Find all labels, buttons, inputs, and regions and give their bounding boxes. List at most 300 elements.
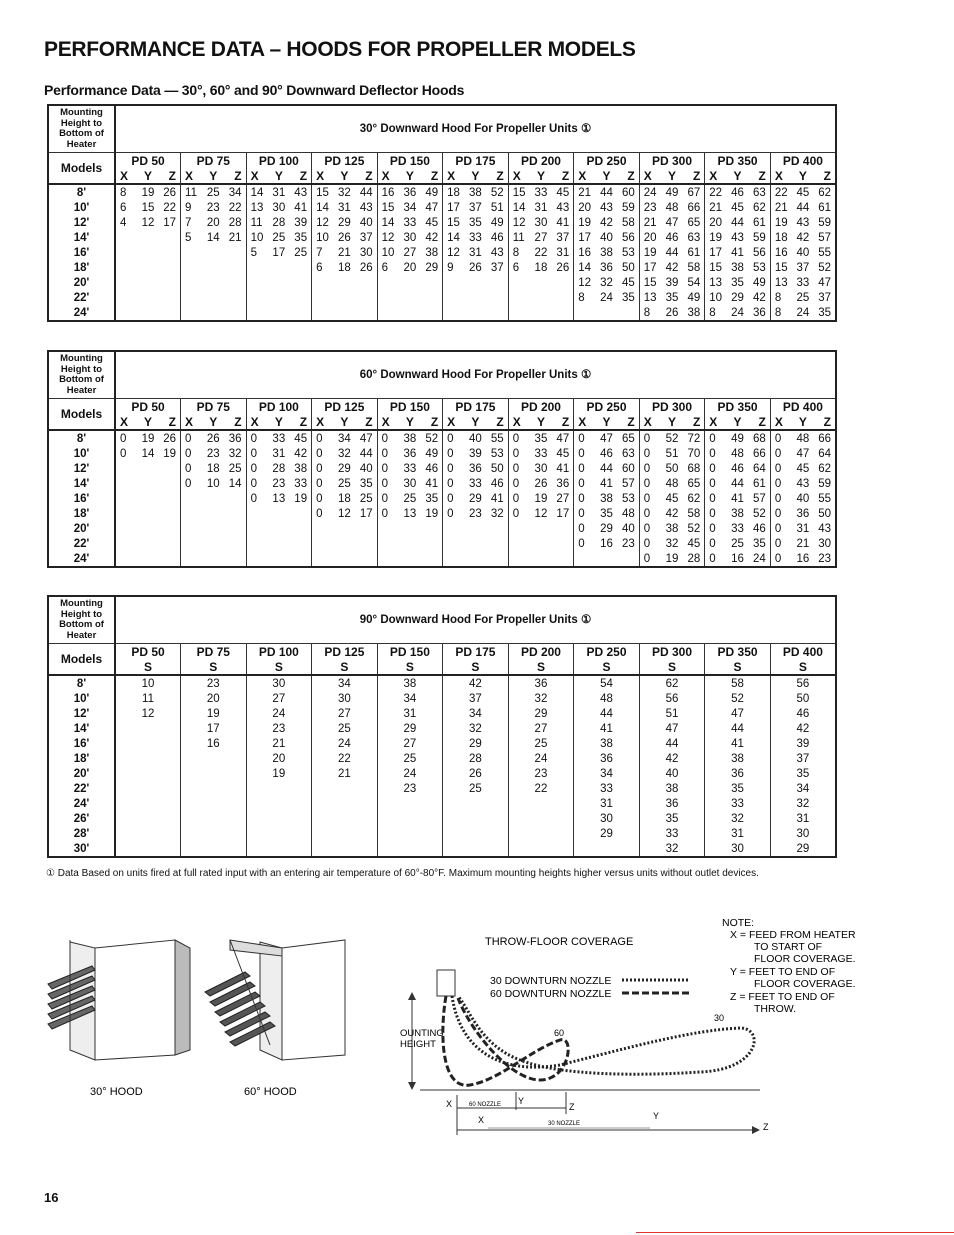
cell-value: 46	[731, 462, 744, 475]
data-cell	[246, 551, 312, 567]
cell-value: 10	[709, 291, 723, 304]
data-cell: 33	[705, 796, 771, 811]
unit-label: Y	[405, 414, 414, 429]
cell-value: 9	[185, 201, 192, 214]
model-header: PD 175	[443, 399, 509, 415]
unit-label: Z	[692, 168, 701, 183]
cell-value: 38	[294, 462, 308, 475]
unit-header	[705, 168, 771, 184]
model-header: PD 250	[574, 153, 640, 169]
cell-value: 45	[665, 492, 679, 505]
cell-value: 46	[425, 462, 439, 475]
cell-value: 0	[578, 522, 585, 535]
hood-30-label: 30° HOOD	[90, 1086, 143, 1098]
data-cell: 31	[574, 796, 640, 811]
cell-value: 51	[665, 447, 679, 460]
cell-value: 20	[643, 231, 657, 244]
cell-value: 23	[469, 507, 482, 520]
unit-header	[312, 414, 378, 430]
data-cell: 27	[377, 736, 443, 751]
data-cell: 26	[443, 766, 509, 781]
data-cell	[443, 536, 509, 551]
cell-value: 6	[512, 261, 520, 274]
data-cell	[181, 781, 247, 796]
cell-value: 38	[731, 507, 744, 520]
cell-value: 14	[512, 201, 526, 214]
data-cell	[508, 430, 574, 446]
cell-value: 15	[774, 261, 788, 274]
cell-value: 20	[206, 216, 220, 229]
cell-value: 0	[578, 462, 585, 475]
data-cell: 38	[639, 781, 705, 796]
mounting-height-value: 8'	[48, 430, 115, 446]
cell-value: 31	[337, 201, 351, 214]
unit-label: Y	[274, 168, 283, 183]
data-cell	[181, 245, 247, 260]
dim-y-30: Y	[653, 1111, 660, 1121]
data-cell	[443, 305, 509, 321]
cell-value: 0	[316, 432, 323, 445]
cell-value: 33	[534, 447, 548, 460]
cell-value: 5	[250, 246, 257, 259]
cell-value: 0	[709, 522, 716, 535]
model-header: PD 350	[705, 153, 771, 169]
cell-value: 65	[621, 432, 635, 445]
model-header: PD 300	[639, 644, 705, 660]
data-cell	[115, 290, 181, 305]
model-header: PD 250	[574, 399, 640, 415]
unit-label: Y	[340, 168, 349, 183]
unit-label: Z	[823, 168, 832, 183]
cell-value: 37	[359, 231, 373, 244]
cell-value: 61	[753, 477, 766, 490]
data-cell	[770, 290, 836, 305]
data-cell	[312, 491, 378, 506]
data-cell	[115, 305, 181, 321]
data-cell	[770, 245, 836, 260]
data-cell	[705, 184, 771, 200]
cell-value: 0	[643, 507, 651, 520]
data-cell: 24	[377, 766, 443, 781]
data-cell	[639, 230, 705, 245]
data-cell	[508, 275, 574, 290]
data-cell	[705, 260, 771, 275]
data-cell: 38	[574, 736, 640, 751]
cell-value: 53	[621, 492, 635, 505]
data-cell	[181, 766, 247, 781]
unit-label: X	[447, 414, 456, 429]
cell-value: 35	[621, 291, 635, 304]
data-cell	[443, 275, 509, 290]
cell-value: 48	[731, 447, 744, 460]
model-header: PD 400	[770, 153, 836, 169]
cell-value: 47	[556, 432, 570, 445]
cell-value: 41	[556, 462, 570, 475]
cell-value: 37	[469, 201, 482, 214]
cell-value: 0	[316, 462, 323, 475]
unit-label: Y	[668, 414, 677, 429]
cell-value: 52	[490, 186, 504, 199]
model-header: PD 150	[377, 399, 443, 415]
cell-value: 0	[512, 447, 520, 460]
cell-value: 45	[796, 186, 810, 199]
unit-label: Z	[168, 168, 177, 183]
cell-value: 0	[316, 492, 323, 505]
cell-value: 0	[512, 492, 520, 505]
unit-label: Z	[496, 168, 504, 183]
data-cell	[574, 430, 640, 446]
data-cell	[181, 521, 247, 536]
data-cell: 29	[574, 826, 640, 841]
dim-x-30: X	[478, 1115, 485, 1125]
data-cell: 29	[377, 721, 443, 736]
table-row	[48, 796, 836, 811]
data-cell: 34	[312, 675, 378, 691]
models-header: Models	[48, 644, 115, 676]
cell-value: 53	[753, 261, 766, 274]
cell-value: 15	[643, 276, 657, 289]
data-cell	[115, 184, 181, 200]
cell-value: 12	[447, 246, 460, 259]
data-cell: 34	[377, 691, 443, 706]
model-header: PD 250	[574, 644, 640, 660]
unit-label: Z	[692, 414, 701, 429]
cell-value: 59	[621, 201, 635, 214]
data-cell	[115, 461, 181, 476]
table-row	[48, 826, 836, 841]
cell-value: 34	[337, 432, 351, 445]
cell-value: 0	[643, 462, 651, 475]
mounting-height-value: 22'	[48, 536, 115, 551]
cell-value: 33	[403, 216, 417, 229]
cell-value: 49	[425, 186, 439, 199]
data-cell	[770, 230, 836, 245]
data-cell	[115, 245, 181, 260]
unit-header	[508, 168, 574, 184]
cell-value: 38	[469, 186, 482, 199]
cell-value: 66	[687, 201, 701, 214]
note-title: NOTE:	[722, 917, 755, 929]
mounting-height-value: 8'	[48, 184, 115, 200]
mounting-height-value: 14'	[48, 476, 115, 491]
cell-value: 49	[753, 276, 766, 289]
unit-header	[246, 168, 312, 184]
data-cell	[705, 275, 771, 290]
unit-label: Z	[627, 168, 635, 183]
cell-value: 8	[578, 291, 585, 304]
table-row	[48, 290, 836, 305]
table-row	[48, 230, 836, 245]
cell-value: 12	[381, 231, 395, 244]
data-cell	[705, 476, 771, 491]
unit-header	[705, 414, 771, 430]
cell-value: 17	[163, 216, 177, 229]
data-cell: 29	[508, 706, 574, 721]
cell-value: 27	[403, 246, 417, 259]
table-row	[48, 781, 836, 796]
mounting-height-value: 16'	[48, 245, 115, 260]
table-row	[48, 521, 836, 536]
model-header: PD 200	[508, 399, 574, 415]
cell-value: 0	[381, 477, 389, 490]
table-title: 30° Downward Hood For Propeller Units ①	[115, 105, 836, 153]
data-cell	[312, 796, 378, 811]
cell-value: 23	[206, 201, 220, 214]
data-cell	[246, 245, 312, 260]
data-cell	[115, 721, 181, 736]
cell-value: 45	[687, 537, 701, 550]
cell-value: 0	[578, 447, 585, 460]
cell-value: 23	[818, 552, 832, 565]
cell-value: 62	[687, 492, 701, 505]
model-header: PD 125	[312, 153, 378, 169]
cell-value: 43	[359, 201, 373, 214]
cell-value: 26	[163, 186, 177, 199]
cell-value: 17	[359, 507, 373, 520]
unit-label: X	[250, 414, 259, 429]
table-row	[48, 245, 836, 260]
cell-value: 47	[796, 447, 810, 460]
cell-value: 19	[774, 216, 788, 229]
unit-label: X	[512, 168, 521, 183]
data-cell	[705, 461, 771, 476]
cell-value: 0	[643, 447, 651, 460]
cell-value: 14	[578, 261, 592, 274]
cell-value: 42	[665, 261, 679, 274]
data-cell	[181, 491, 247, 506]
cell-value: 15	[316, 186, 329, 199]
data-cell	[115, 200, 181, 215]
data-cell	[115, 275, 181, 290]
cell-value: 45	[556, 447, 570, 460]
data-cell: 39	[770, 736, 836, 751]
cell-value: 0	[447, 492, 454, 505]
data-cell	[574, 536, 640, 551]
cell-value: 24	[600, 291, 613, 304]
unit-label: Y	[798, 168, 807, 183]
model-header: PD 100	[246, 399, 312, 415]
unit-header	[377, 168, 443, 184]
data-cell: 42	[443, 675, 509, 691]
cell-value: 36	[796, 507, 810, 520]
data-cell	[770, 521, 836, 536]
cell-value: 24	[753, 552, 766, 565]
data-cell	[377, 245, 443, 260]
model-header: PD 300	[639, 399, 705, 415]
unit-label: Y	[405, 168, 414, 183]
cell-value: 0	[578, 507, 585, 520]
model-header: PD 175	[443, 153, 509, 169]
cell-value: 31	[534, 201, 548, 214]
cell-value: 41	[294, 201, 308, 214]
cell-value: 38	[425, 246, 439, 259]
unit-header	[115, 414, 181, 430]
data-cell	[115, 551, 181, 567]
cell-value: 6	[381, 261, 389, 274]
curve-60-label: 60	[554, 1028, 565, 1038]
data-cell	[443, 430, 509, 446]
unit-header: S	[181, 659, 247, 675]
data-cell	[705, 446, 771, 461]
model-header: PD 200	[508, 153, 574, 169]
data-cell	[705, 305, 771, 321]
data-cell: 30	[312, 691, 378, 706]
data-cell	[770, 260, 836, 275]
cell-value: 67	[687, 186, 701, 199]
cell-value: 42	[753, 291, 766, 304]
cell-value: 25	[403, 492, 417, 505]
cell-value: 44	[359, 186, 373, 199]
cell-value: 0	[316, 447, 323, 460]
table-row	[48, 536, 836, 551]
mounting-height-value: 20'	[48, 521, 115, 536]
cell-value: 38	[600, 246, 613, 259]
cell-value: 33	[469, 477, 482, 490]
data-cell	[181, 476, 247, 491]
unit-label: X	[185, 414, 194, 429]
data-cell	[246, 305, 312, 321]
cell-value: 33	[796, 276, 810, 289]
data-cell	[115, 491, 181, 506]
cell-value: 16	[774, 246, 788, 259]
cell-value: 35	[425, 492, 439, 505]
cell-value: 31	[796, 522, 810, 535]
cell-value: 35	[534, 432, 548, 445]
data-cell	[115, 215, 181, 230]
cell-value: 8	[120, 186, 127, 199]
data-cell: 58	[705, 675, 771, 691]
note-line: TO START OF	[754, 941, 823, 953]
cell-value: 50	[665, 462, 679, 475]
unit-label: Z	[299, 168, 308, 183]
cell-value: 41	[556, 216, 570, 229]
data-cell	[770, 476, 836, 491]
data-cell	[377, 841, 443, 857]
cell-value: 33	[731, 522, 744, 535]
unit-label: X	[578, 414, 587, 429]
data-cell: 16	[181, 736, 247, 751]
cell-value: 45	[425, 216, 439, 229]
cell-value: 11	[250, 216, 263, 229]
data-cell: 19	[246, 766, 312, 781]
data-cell: 48	[574, 691, 640, 706]
cell-value: 52	[425, 432, 439, 445]
cell-value: 0	[709, 447, 716, 460]
unit-label: X	[643, 168, 652, 183]
data-cell	[574, 184, 640, 200]
data-cell	[508, 461, 574, 476]
data-cell	[574, 245, 640, 260]
cell-value: 21	[337, 246, 351, 259]
data-cell	[508, 290, 574, 305]
cell-value: 16	[578, 246, 592, 259]
data-cell	[508, 536, 574, 551]
cell-value: 55	[818, 492, 832, 505]
unit-label: Y	[144, 414, 153, 429]
cell-value: 65	[687, 216, 701, 229]
cell-value: 59	[818, 216, 832, 229]
data-cell	[312, 275, 378, 290]
cell-value: 0	[578, 492, 585, 505]
cell-value: 0	[643, 432, 651, 445]
data-cell	[312, 781, 378, 796]
data-cell: 19	[181, 706, 247, 721]
cell-value: 28	[272, 216, 286, 229]
unit-label: X	[709, 168, 718, 183]
data-cell	[115, 751, 181, 766]
model-header: PD 400	[770, 644, 836, 660]
model-header: PD 150	[377, 153, 443, 169]
cell-value: 38	[665, 522, 679, 535]
data-cell: 44	[705, 721, 771, 736]
page-title: PERFORMANCE DATA – HOODS FOR PROPELLER MODELS	[44, 38, 636, 61]
nozzle-30-label: 30 NOZZLE	[548, 1121, 581, 1127]
cell-value: 43	[294, 186, 308, 199]
data-cell: 37	[770, 751, 836, 766]
cell-value: 27	[556, 492, 570, 505]
cell-value: 19	[141, 432, 155, 445]
data-cell: 34	[443, 706, 509, 721]
cell-value: 24	[643, 186, 657, 199]
cell-value: 21	[709, 201, 723, 214]
cell-value: 26	[359, 261, 373, 274]
data-cell	[181, 461, 247, 476]
models-header: Models	[48, 153, 115, 185]
data-cell	[508, 215, 574, 230]
data-cell	[639, 305, 705, 321]
cell-value: 24	[796, 306, 810, 319]
cell-value: 50	[490, 462, 504, 475]
cell-value: 43	[556, 201, 570, 214]
data-cell	[377, 506, 443, 521]
cell-value: 26	[206, 432, 220, 445]
data-cell: 11	[115, 691, 181, 706]
data-cell	[377, 184, 443, 200]
cell-value: 12	[316, 216, 329, 229]
table-row	[48, 446, 836, 461]
note-line: Z = FEET TO END OF	[730, 991, 835, 1003]
data-cell	[115, 736, 181, 751]
data-cell: 22	[312, 751, 378, 766]
cell-value: 30	[272, 201, 286, 214]
cell-value: 0	[185, 477, 192, 490]
cell-value: 0	[447, 477, 454, 490]
data-cell	[705, 521, 771, 536]
cell-value: 57	[818, 231, 832, 244]
model-header: PD 75	[181, 153, 247, 169]
cell-value: 23	[206, 447, 220, 460]
cell-value: 0	[643, 552, 651, 565]
data-cell	[246, 506, 312, 521]
cell-value: 0	[185, 432, 192, 445]
footnote: ① Data Based on units fired at full rated input with an entering air temperature of 60°-80°F. Maximum mounting heights higher versus units without outlet devices.	[46, 868, 759, 879]
cell-value: 48	[621, 507, 635, 520]
data-cell	[770, 506, 836, 521]
cell-value: 15	[512, 186, 526, 199]
data-cell	[574, 491, 640, 506]
data-cell	[377, 796, 443, 811]
data-cell: 23	[246, 721, 312, 736]
unit-label: Z	[823, 414, 832, 429]
note-line: X = FEED FROM HEATER	[730, 929, 856, 941]
mounting-height-value: 8'	[48, 675, 115, 691]
cell-value: 14	[316, 201, 329, 214]
cell-value: 8	[512, 246, 520, 259]
data-cell: 38	[705, 751, 771, 766]
data-cell: 42	[770, 721, 836, 736]
unit-label: Y	[536, 414, 545, 429]
cell-value: 35	[731, 276, 744, 289]
